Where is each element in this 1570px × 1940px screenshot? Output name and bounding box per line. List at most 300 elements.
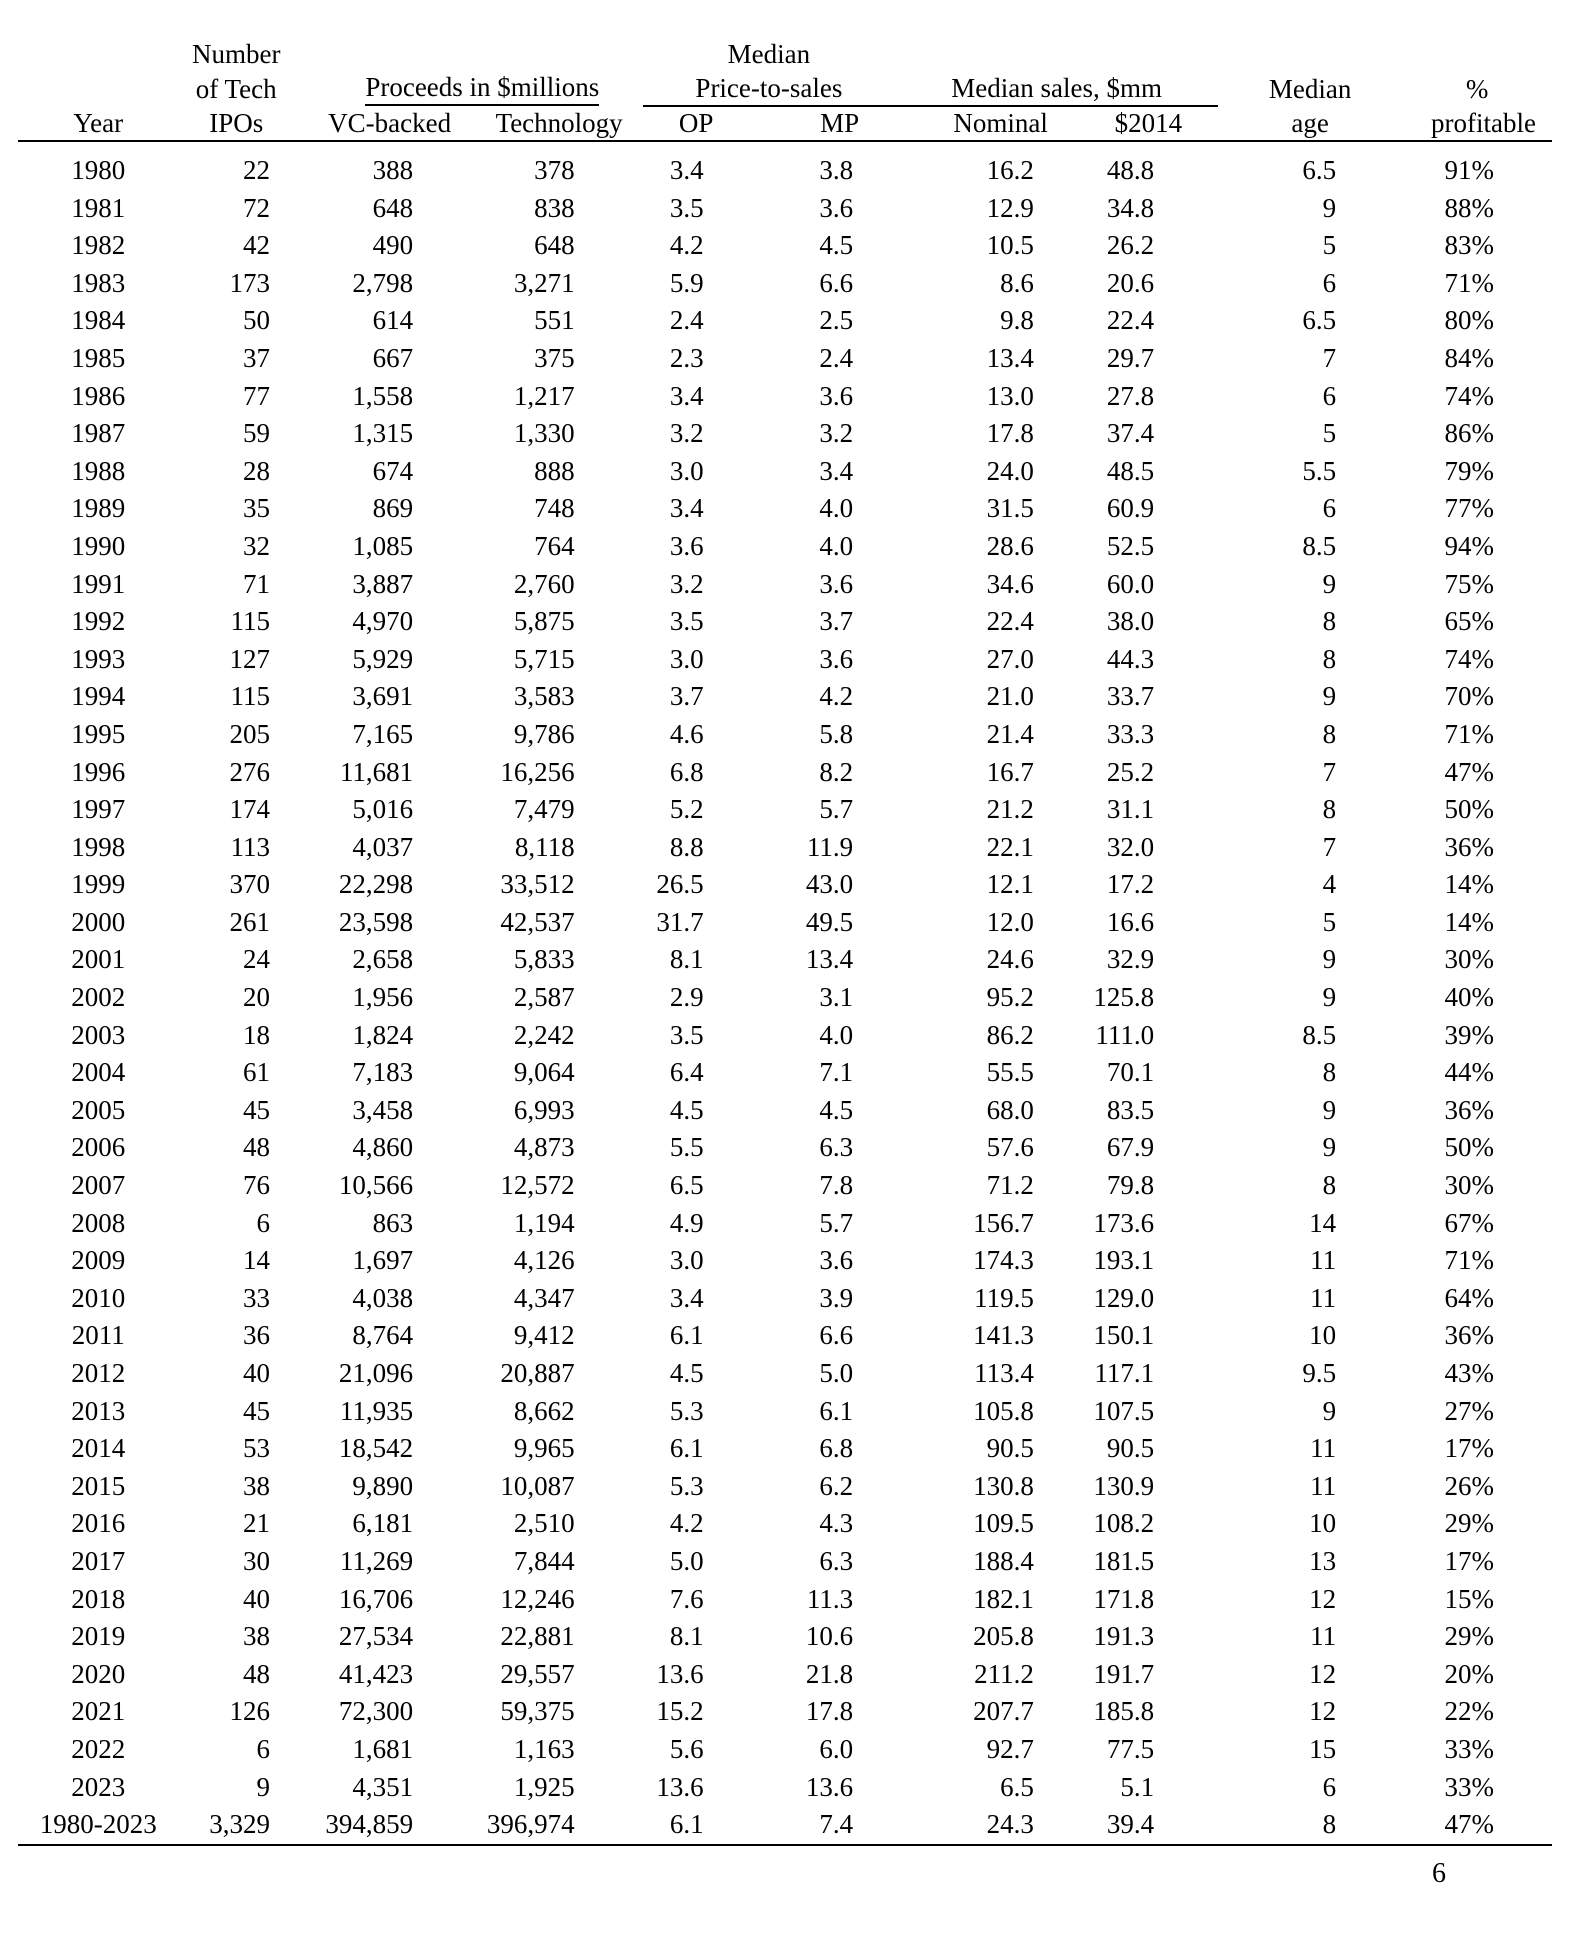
cell-median-age: 6 <box>1322 493 1337 524</box>
cell-profitable: 30% <box>1444 944 1494 975</box>
cell-op: 3.0 <box>669 643 704 674</box>
cell-profitable: 94% <box>1444 530 1494 561</box>
cell-sales-2014: 33.3 <box>1106 718 1155 749</box>
cell-sales-2014: 191.3 <box>1093 1621 1155 1652</box>
cell-sales-2014: 129.0 <box>1093 1282 1155 1313</box>
cell-op: 3.4 <box>669 1282 704 1313</box>
page-number: 6 <box>1432 1858 1446 1889</box>
cell-mp: 3.2 <box>819 418 854 449</box>
table-row <box>18 716 1552 754</box>
cell-op: 13.6 <box>656 1658 704 1689</box>
cell-vc-backed: 3,458 <box>352 1094 414 1125</box>
cell-profitable: 70% <box>1444 681 1494 712</box>
cell-nominal-sales: 141.3 <box>973 1320 1034 1351</box>
cell-op: 4.5 <box>669 1358 704 1388</box>
cell-mp: 6.2 <box>819 1470 854 1501</box>
cell-op: 3.4 <box>669 380 704 411</box>
cell-op: 3.2 <box>669 568 704 599</box>
cell-profitable: 20% <box>1444 1658 1494 1689</box>
cell-mp: 13.6 <box>805 1771 854 1802</box>
cell-median-age: 8.5 <box>1302 530 1337 561</box>
cell-profitable: 84% <box>1444 342 1494 373</box>
cell-sales-2014: 32.9 <box>1106 944 1155 975</box>
cell-sales-2014: 20.6 <box>1106 267 1155 298</box>
cell-technology: 3,583 <box>513 681 575 712</box>
cell-sales-2014: 83.5 <box>1106 1094 1155 1125</box>
table-row <box>18 340 1552 378</box>
cell-mp: 17.8 <box>805 1696 854 1727</box>
cell-sales-2014: 32.0 <box>1106 831 1155 862</box>
cell-op: 31.7 <box>656 906 704 937</box>
cell-vc-backed: 7,165 <box>352 718 414 749</box>
table-row <box>18 678 1552 716</box>
header-profitable-2: profitable <box>1402 106 1552 141</box>
cell-profitable: 71% <box>1444 718 1494 749</box>
cell-nominal-sales: 6.5 <box>1000 1771 1034 1802</box>
cell-sales-2014: 107.5 <box>1093 1395 1155 1426</box>
cell-nominal-sales: 12.1 <box>986 869 1034 900</box>
cell-mp: 3.4 <box>819 455 854 486</box>
cell-op: 8.8 <box>669 831 704 862</box>
cell-tech-ipos: 45 <box>242 1395 270 1426</box>
cell-sales-2014: 5.1 <box>1120 1771 1155 1802</box>
cell-mp: 3.9 <box>819 1282 854 1313</box>
cell-technology: 59,375 <box>500 1696 575 1727</box>
cell-sales-2014: 44.3 <box>1106 643 1155 674</box>
cell-technology: 7,844 <box>513 1545 575 1576</box>
cell-year: 2002 <box>71 982 126 1013</box>
cell-technology: 9,064 <box>513 1057 575 1088</box>
cell-op: 8.1 <box>669 1621 704 1652</box>
cell-nominal-sales: 119.5 <box>974 1282 1034 1313</box>
cell-vc-backed: 18,542 <box>338 1433 414 1464</box>
cell-vc-backed: 72,300 <box>338 1696 414 1727</box>
cell-year: 2020 <box>71 1658 126 1689</box>
cell-year: 2016 <box>71 1508 126 1539</box>
cell-profitable: 14% <box>1444 906 1494 937</box>
cell-sales-2014: 171.8 <box>1093 1583 1155 1614</box>
cell-technology: 6,993 <box>513 1094 575 1125</box>
cell-vc-backed: 1,824 <box>352 1019 414 1050</box>
cell-nominal-sales: 22.4 <box>986 606 1034 637</box>
cell-year: 1999 <box>71 869 126 900</box>
cell-vc-backed: 4,351 <box>352 1771 414 1802</box>
cell-vc-backed: 11,935 <box>339 1395 414 1426</box>
cell-tech-ipos: 261 <box>229 906 270 937</box>
header-sales-group: Median sales, $mm <box>895 71 1218 106</box>
cell-technology: 748 <box>534 493 575 524</box>
cell-nominal-sales: 12.0 <box>986 906 1034 937</box>
cell-vc-backed: 674 <box>372 455 414 486</box>
table-row <box>18 603 1552 641</box>
cell-op: 5.0 <box>669 1545 704 1576</box>
cell-tech-ipos: 20 <box>242 982 270 1013</box>
cell-vc-backed: 4,970 <box>352 606 414 637</box>
cell-vc-backed: 5,929 <box>352 643 414 674</box>
cell-technology: 20,887 <box>500 1358 575 1388</box>
cell-op: 2.3 <box>669 342 704 373</box>
cell-nominal-sales: 8.6 <box>1000 267 1034 298</box>
cell-tech-ipos: 38 <box>242 1470 270 1501</box>
cell-mp: 43.0 <box>805 869 854 900</box>
table-row <box>18 1505 1552 1543</box>
cell-profitable: 14% <box>1444 869 1494 900</box>
cell-mp: 11.9 <box>806 831 854 862</box>
table-row <box>18 1656 1552 1694</box>
cell-median-age: 9 <box>1322 944 1337 975</box>
tech-ipo-table <box>18 38 1552 1846</box>
cell-median-age: 6.5 <box>1302 305 1337 336</box>
cell-year: 1990 <box>71 530 126 561</box>
cell-nominal-sales: 86.2 <box>986 1019 1034 1050</box>
cell-technology: 1,925 <box>513 1771 575 1802</box>
cell-sales-2014: 31.1 <box>1106 794 1155 825</box>
cell-sales-2014: 70.1 <box>1106 1057 1155 1088</box>
cell-median-age: 6 <box>1322 267 1337 298</box>
table-row <box>18 1693 1552 1731</box>
cell-profitable: 36% <box>1444 831 1494 862</box>
table-row <box>18 641 1552 679</box>
cell-median-age: 8 <box>1322 643 1337 674</box>
cell-nominal-sales: 27.0 <box>986 643 1034 674</box>
cell-year: 2023 <box>71 1771 126 1802</box>
table-row <box>18 528 1552 566</box>
cell-profitable: 88% <box>1444 192 1494 223</box>
total-cell-sales-2014: 39.4 <box>1060 1806 1218 1845</box>
cell-op: 3.0 <box>669 1245 704 1276</box>
cell-profitable: 17% <box>1444 1433 1494 1464</box>
cell-op: 4.6 <box>669 718 704 749</box>
cell-op: 4.9 <box>669 1207 704 1238</box>
cell-technology: 1,330 <box>513 418 575 449</box>
cell-tech-ipos: 61 <box>242 1057 270 1088</box>
cell-sales-2014: 181.5 <box>1093 1545 1155 1576</box>
cell-tech-ipos: 115 <box>230 606 270 637</box>
cell-median-age: 8 <box>1322 606 1337 637</box>
cell-year: 2017 <box>71 1545 126 1576</box>
cell-nominal-sales: 21.4 <box>986 718 1034 749</box>
table-row <box>18 302 1552 340</box>
cell-vc-backed: 2,658 <box>352 944 414 975</box>
cell-median-age: 11 <box>1310 1245 1337 1276</box>
cell-sales-2014: 33.7 <box>1106 681 1155 712</box>
cell-technology: 8,118 <box>514 831 575 862</box>
cell-tech-ipos: 22 <box>242 155 270 185</box>
cell-sales-2014: 117.1 <box>1094 1358 1155 1388</box>
table-row <box>18 1430 1552 1468</box>
cell-profitable: 91% <box>1444 155 1494 185</box>
cell-median-age: 9 <box>1322 1395 1337 1426</box>
cell-technology: 1,194 <box>513 1207 575 1238</box>
cell-mp: 7.1 <box>819 1057 854 1088</box>
cell-median-age: 11 <box>1310 1282 1337 1313</box>
cell-sales-2014: 60.0 <box>1106 568 1155 599</box>
table-row <box>18 415 1552 453</box>
cell-median-age: 11 <box>1310 1470 1337 1501</box>
cell-mp: 4.2 <box>819 681 854 712</box>
cell-year: 2012 <box>71 1358 126 1388</box>
cell-nominal-sales: 9.8 <box>1000 305 1034 336</box>
cell-year: 2000 <box>71 906 126 937</box>
cell-op: 3.6 <box>669 530 704 561</box>
cell-median-age: 8 <box>1322 794 1337 825</box>
header-profitable-1: % <box>1465 74 1489 104</box>
cell-technology: 9,965 <box>513 1433 575 1464</box>
cell-mp: 4.5 <box>819 1094 854 1125</box>
cell-nominal-sales: 211.2 <box>974 1658 1034 1689</box>
cell-op: 26.5 <box>656 869 704 900</box>
cell-vc-backed: 6,181 <box>352 1508 414 1539</box>
cell-median-age: 9 <box>1322 982 1337 1013</box>
table-row <box>18 1543 1552 1581</box>
cell-technology: 4,126 <box>513 1245 575 1276</box>
cell-sales-2014: 191.7 <box>1093 1658 1155 1689</box>
header-pts-2: Price-to-sales <box>643 71 895 106</box>
cell-profitable: 36% <box>1444 1094 1494 1125</box>
cell-profitable: 47% <box>1444 756 1494 787</box>
header-nominal: Nominal <box>895 106 1060 141</box>
cell-profitable: 29% <box>1444 1508 1494 1539</box>
cell-sales-2014: 22.4 <box>1106 305 1155 336</box>
cell-op: 15.2 <box>656 1696 704 1727</box>
cell-median-age: 15 <box>1309 1733 1337 1764</box>
cell-vc-backed: 490 <box>372 230 414 261</box>
cell-tech-ipos: 33 <box>242 1282 270 1313</box>
header-tech-ipos-3: IPOs <box>178 106 294 141</box>
table-row <box>18 1731 1552 1769</box>
cell-nominal-sales: 21.2 <box>986 794 1034 825</box>
cell-mp: 5.7 <box>819 1207 854 1238</box>
cell-op: 2.9 <box>669 982 704 1013</box>
cell-year: 2018 <box>71 1583 126 1614</box>
cell-year: 1982 <box>71 230 126 261</box>
cell-median-age: 9 <box>1322 192 1337 223</box>
cell-profitable: 22% <box>1444 1696 1494 1727</box>
cell-vc-backed: 23,598 <box>338 906 414 937</box>
cell-median-age: 8 <box>1322 718 1337 749</box>
cell-tech-ipos: 40 <box>242 1583 270 1614</box>
cell-tech-ipos: 21 <box>242 1508 270 1539</box>
cell-year: 1981 <box>71 192 126 223</box>
cell-mp: 3.6 <box>819 568 854 599</box>
cell-tech-ipos: 370 <box>229 869 270 900</box>
header-tech-ipos-2: of Tech <box>195 74 277 104</box>
cell-sales-2014: 185.8 <box>1093 1696 1155 1727</box>
cell-year: 2010 <box>71 1282 126 1313</box>
cell-mp: 3.6 <box>819 1245 854 1276</box>
cell-tech-ipos: 77 <box>242 380 270 411</box>
cell-median-age: 9 <box>1322 1132 1337 1163</box>
cell-year: 1991 <box>71 568 126 599</box>
table-body <box>18 141 1552 1845</box>
cell-mp: 5.8 <box>819 718 854 749</box>
cell-op: 3.4 <box>669 493 704 524</box>
table-row <box>18 1167 1552 1205</box>
cell-profitable: 64% <box>1444 1282 1494 1313</box>
cell-technology: 2,242 <box>513 1019 575 1050</box>
total-cell-mp: 7.4 <box>750 1806 895 1845</box>
cell-sales-2014: 27.8 <box>1106 380 1155 411</box>
cell-profitable: 27% <box>1444 1395 1494 1426</box>
cell-technology: 375 <box>534 342 575 373</box>
cell-technology: 5,833 <box>513 944 575 975</box>
cell-year: 1987 <box>71 418 126 449</box>
cell-sales-2014: 52.5 <box>1106 530 1155 561</box>
cell-median-age: 9 <box>1322 1094 1337 1125</box>
cell-op: 3.5 <box>669 606 704 637</box>
cell-profitable: 50% <box>1444 794 1494 825</box>
cell-vc-backed: 5,016 <box>352 794 414 825</box>
cell-year: 1997 <box>71 794 126 825</box>
cell-median-age: 9 <box>1322 568 1337 599</box>
table-row <box>18 453 1552 491</box>
cell-profitable: 80% <box>1444 305 1494 336</box>
cell-year: 1992 <box>71 606 126 637</box>
header-mp: MP <box>750 106 895 141</box>
cell-sales-2014: 125.8 <box>1093 982 1155 1013</box>
cell-profitable: 36% <box>1444 1320 1494 1351</box>
cell-sales-2014: 48.8 <box>1106 155 1155 185</box>
cell-sales-2014: 17.2 <box>1106 869 1155 900</box>
cell-op: 5.2 <box>669 794 704 825</box>
cell-profitable: 71% <box>1444 1245 1494 1276</box>
cell-nominal-sales: 13.4 <box>986 342 1034 373</box>
cell-median-age: 7 <box>1322 831 1337 862</box>
cell-mp: 4.3 <box>819 1508 854 1539</box>
cell-sales-2014: 108.2 <box>1093 1508 1155 1539</box>
table-row <box>18 1581 1552 1619</box>
cell-median-age: 6.5 <box>1302 155 1337 185</box>
cell-profitable: 77% <box>1444 493 1494 524</box>
table-row <box>18 1242 1552 1280</box>
table-row <box>18 904 1552 942</box>
cell-profitable: 71% <box>1444 267 1494 298</box>
cell-year: 2008 <box>71 1207 126 1238</box>
cell-vc-backed: 614 <box>372 305 414 336</box>
cell-nominal-sales: 22.1 <box>986 831 1034 862</box>
cell-mp: 4.0 <box>819 530 854 561</box>
cell-vc-backed: 1,956 <box>352 982 414 1013</box>
cell-nominal-sales: 182.1 <box>973 1583 1034 1614</box>
cell-profitable: 43% <box>1444 1358 1494 1388</box>
cell-year: 2022 <box>71 1733 126 1764</box>
cell-mp: 5.7 <box>819 794 854 825</box>
cell-vc-backed: 869 <box>372 493 414 524</box>
cell-median-age: 5 <box>1322 418 1337 449</box>
cell-year: 2019 <box>71 1621 126 1652</box>
cell-vc-backed: 4,038 <box>352 1282 414 1313</box>
cell-vc-backed: 863 <box>372 1207 414 1238</box>
cell-nominal-sales: 24.6 <box>986 944 1034 975</box>
cell-tech-ipos: 53 <box>242 1433 270 1464</box>
cell-nominal-sales: 16.2 <box>986 155 1034 185</box>
cell-median-age: 5.5 <box>1302 455 1337 486</box>
cell-sales-2014: 111.0 <box>1095 1019 1155 1050</box>
cell-technology: 838 <box>534 192 575 223</box>
cell-vc-backed: 41,423 <box>338 1658 414 1689</box>
total-cell-nominal-sales: 24.3 <box>895 1806 1060 1845</box>
cell-sales-2014: 79.8 <box>1106 1170 1155 1201</box>
cell-technology: 4,347 <box>513 1282 575 1313</box>
cell-technology: 29,557 <box>500 1658 575 1689</box>
cell-profitable: 83% <box>1444 230 1494 261</box>
cell-year: 2007 <box>71 1170 126 1201</box>
cell-technology: 8,662 <box>513 1395 575 1426</box>
table-row <box>18 190 1552 228</box>
cell-nominal-sales: 68.0 <box>986 1094 1034 1125</box>
cell-sales-2014: 48.5 <box>1106 455 1155 486</box>
table-row <box>18 566 1552 604</box>
cell-mp: 6.3 <box>819 1545 854 1576</box>
header-year: Year <box>18 106 178 141</box>
cell-year: 2011 <box>71 1320 125 1351</box>
cell-op: 5.9 <box>669 267 704 298</box>
cell-op: 4.5 <box>669 1094 704 1125</box>
cell-median-age: 8 <box>1322 1057 1337 1088</box>
table-row <box>18 1468 1552 1506</box>
cell-mp: 3.6 <box>819 643 854 674</box>
cell-year: 1995 <box>71 718 126 749</box>
cell-vc-backed: 9,890 <box>352 1470 414 1501</box>
cell-vc-backed: 3,887 <box>352 568 414 599</box>
cell-nominal-sales: 16.7 <box>986 756 1034 787</box>
cell-tech-ipos: 115 <box>230 681 270 712</box>
total-cell-profitable: 47% <box>1402 1806 1552 1845</box>
cell-nominal-sales: 24.0 <box>986 455 1034 486</box>
cell-sales-2014: 37.4 <box>1106 418 1155 449</box>
cell-mp: 6.0 <box>819 1733 854 1764</box>
table-header <box>18 38 1552 141</box>
table-row <box>18 378 1552 416</box>
cell-median-age: 8 <box>1322 1170 1337 1201</box>
cell-sales-2014: 25.2 <box>1106 756 1155 787</box>
cell-tech-ipos: 205 <box>229 718 270 749</box>
cell-nominal-sales: 105.8 <box>973 1395 1034 1426</box>
cell-mp: 3.8 <box>819 155 854 185</box>
total-row <box>18 1806 1552 1845</box>
cell-tech-ipos: 45 <box>242 1094 270 1125</box>
cell-tech-ipos: 113 <box>230 831 270 862</box>
cell-sales-2014: 77.5 <box>1106 1733 1155 1764</box>
cell-op: 8.1 <box>669 944 704 975</box>
cell-technology: 1,163 <box>513 1733 575 1764</box>
cell-median-age: 5 <box>1322 230 1337 261</box>
table-row <box>18 829 1552 867</box>
cell-tech-ipos: 276 <box>229 756 270 787</box>
cell-technology: 5,875 <box>513 606 575 637</box>
cell-technology: 378 <box>534 155 575 185</box>
cell-profitable: 67% <box>1444 1207 1494 1238</box>
cell-mp: 7.8 <box>819 1170 854 1201</box>
cell-tech-ipos: 59 <box>242 418 270 449</box>
cell-mp: 6.8 <box>819 1433 854 1464</box>
cell-nominal-sales: 10.5 <box>986 230 1034 261</box>
cell-year: 1984 <box>71 305 126 336</box>
cell-tech-ipos: 6 <box>256 1733 270 1764</box>
table-row <box>18 754 1552 792</box>
cell-median-age: 10 <box>1309 1508 1337 1539</box>
cell-technology: 33,512 <box>500 869 575 900</box>
table-row <box>18 152 1552 190</box>
table-row <box>18 866 1552 904</box>
cell-mp: 4.5 <box>819 230 854 261</box>
cell-nominal-sales: 21.0 <box>986 681 1034 712</box>
cell-profitable: 75% <box>1444 568 1494 599</box>
cell-tech-ipos: 36 <box>242 1320 270 1351</box>
cell-technology: 12,572 <box>500 1170 575 1201</box>
cell-op: 5.3 <box>669 1470 704 1501</box>
cell-technology: 648 <box>534 230 575 261</box>
